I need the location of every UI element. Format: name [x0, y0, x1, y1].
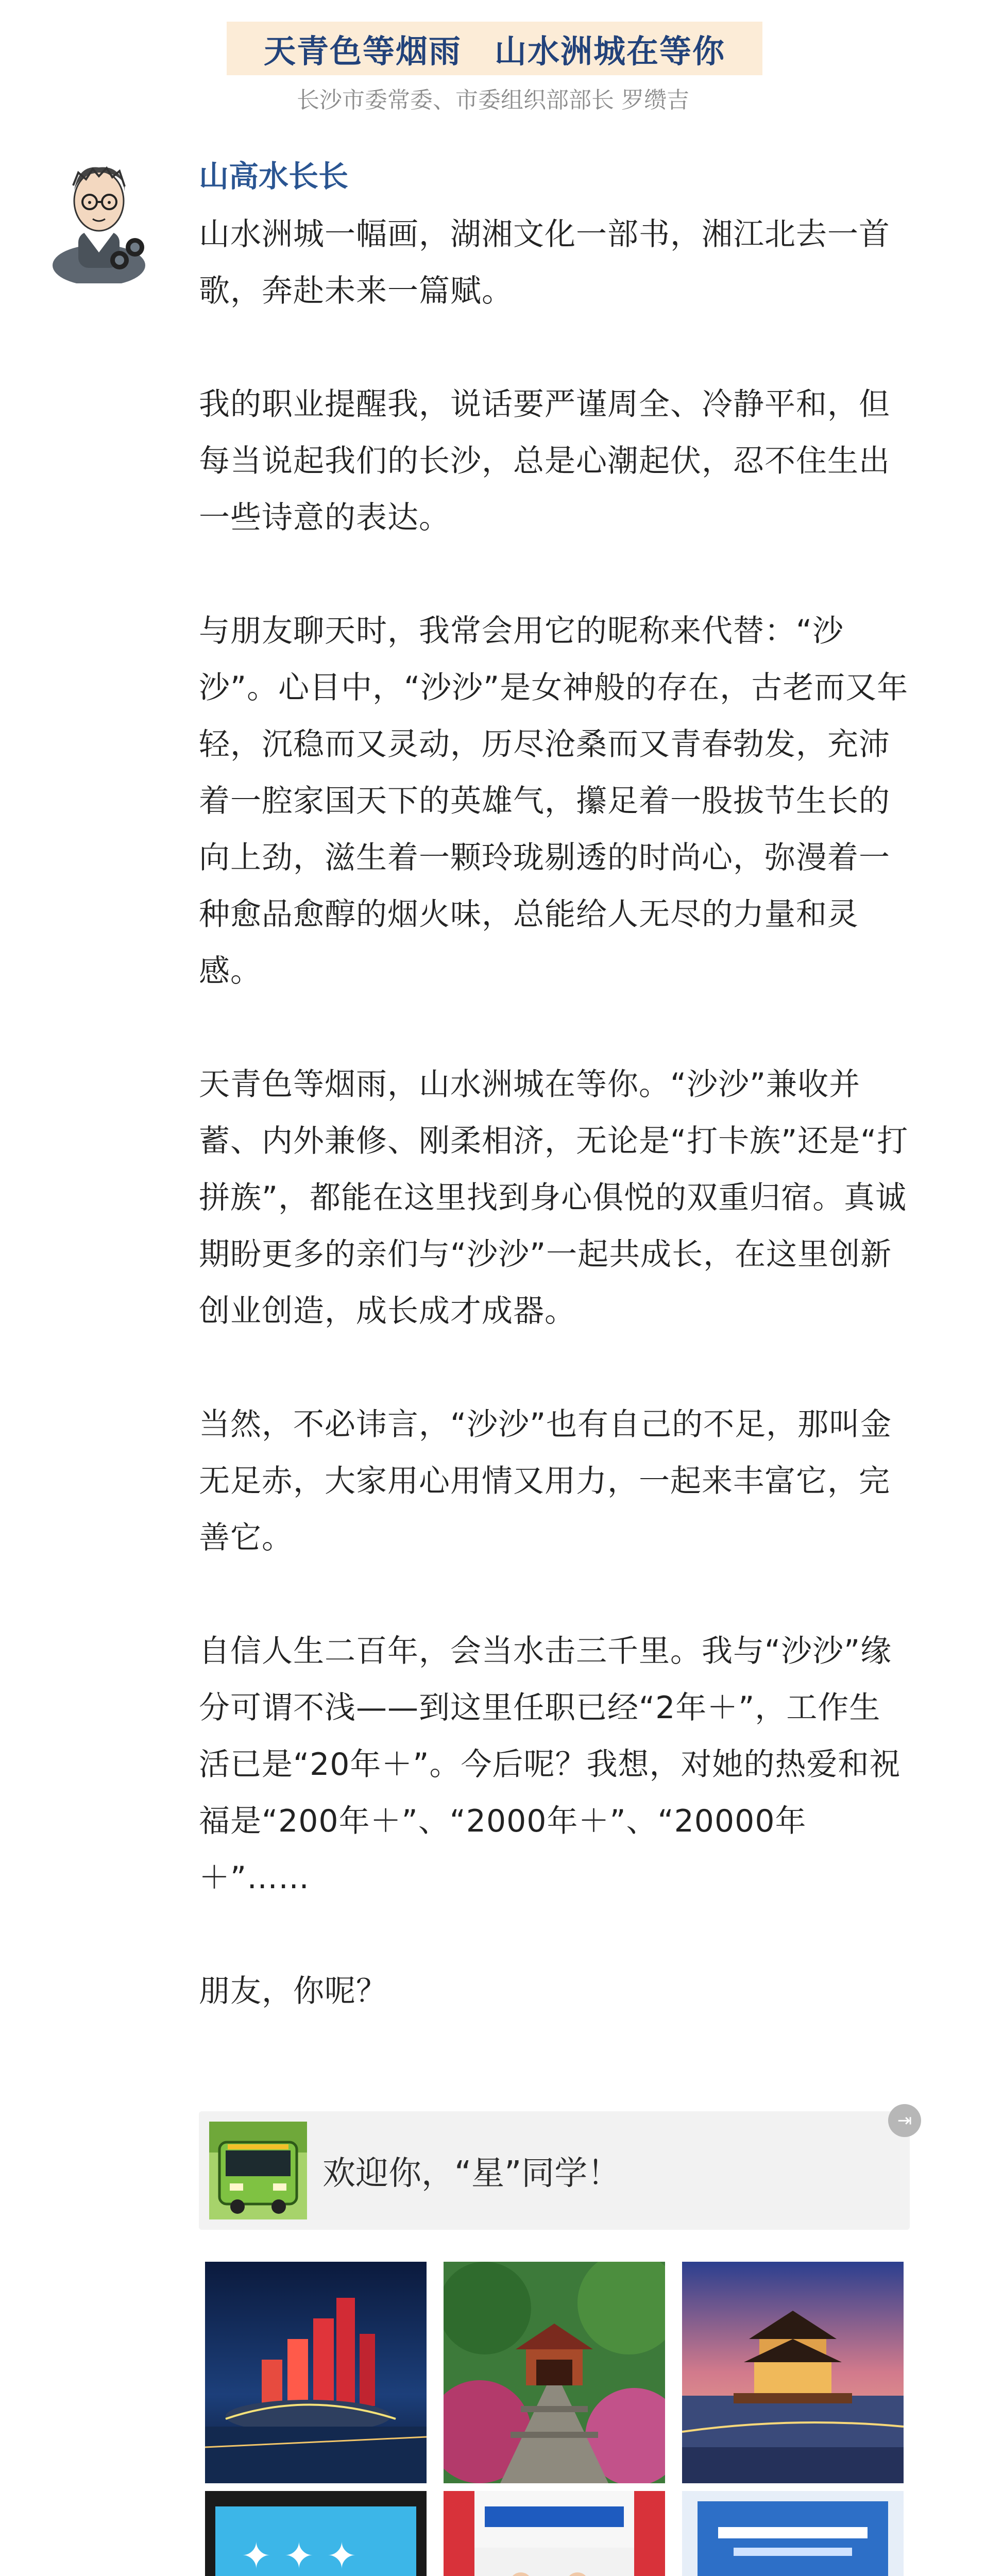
- article-body: [199, 206, 910, 2020]
- link-card[interactable]: [199, 2111, 910, 2230]
- photo-tower-pavilion-sunset[interactable]: [682, 2262, 904, 2483]
- bus-thumbnail: [209, 2122, 307, 2219]
- photo-conference-group-photo[interactable]: [682, 2491, 904, 2576]
- paragraph: 当然，不必讳言，“沙沙”也有自己的不足，那叫金无足赤，大家用心用情又用力，一起来丰富它，完善它。: [199, 1406, 892, 1556]
- photo-graduation-event-stage[interactable]: [205, 2491, 427, 2576]
- photo-group-photo-banner[interactable]: [444, 2491, 665, 2576]
- paragraph: 与朋友聊天时，我常会用它的昵称来代替：“沙沙”。心目中，“沙沙”是女神般的存在，古老而又年轻，沉稳而又灵动，历尽沧桑而又青春勃发，充沛着一腔家国天下的英雄气，攥足着一股拔节生长的向上劲，滋生着一颗玲珑剔透的时尚心，弥漫着一种愈品愈醇的烟火味，总能给人无尽的力量和灵感。: [199, 613, 909, 989]
- byline-subtitle: 长沙市委常委、市委组织部部长 罗缵吉: [297, 87, 689, 113]
- exit-icon[interactable]: ⇥: [888, 2104, 921, 2137]
- paragraph: 朋友，你呢？: [199, 1973, 387, 2009]
- paragraph: 我的职业提醒我，说话要严谨周全、冷静平和，但每当说起我们的长沙，总是心潮起伏，忍不住生出一些诗意的表达。: [199, 386, 890, 536]
- photo-pavilion-autumn-park[interactable]: [444, 2262, 665, 2483]
- paragraph: 山水洲城一幅画，湖湘文化一部书，湘江北去一首歌，奔赴未来一篇赋。: [199, 216, 890, 309]
- bus-icon: [209, 2122, 307, 2219]
- author-avatar[interactable]: [47, 155, 150, 283]
- article-header: [0, 0, 986, 124]
- paragraph: 天青色等烟雨，山水洲城在等你。“沙沙”兼收并蓄、内外兼修、刚柔相济，无论是“打卡族”还是“打拼族”，都能在这里找到身心俱悦的双重归宿。真诚期盼更多的亲们与“沙沙”一起共成长，在这里创新创业创造，成长成才成器。: [199, 1066, 909, 1329]
- svg-text:✦ ✦ ✦: ✦ ✦ ✦: [241, 2535, 357, 2576]
- paragraph: 自信人生二百年，会当水击三千里。我与“沙沙”缘分可谓不浅——到这里任职已经“2年＋”，工作生活已是“20年＋”。今后呢？我想，对她的热爱和祝福是“200年＋”、“2000年＋”、“20000年＋”……: [199, 1633, 901, 1896]
- photo-night-city-skyline[interactable]: [205, 2262, 427, 2483]
- link-card-title[interactable]: 欢迎你，“星”同学！: [322, 2155, 621, 2193]
- author-name[interactable]: 山高水长长: [199, 159, 349, 194]
- photo-grid: [205, 2262, 904, 2576]
- cartoon-avatar-icon: [47, 155, 150, 283]
- page-title: 天青色等烟雨 山水洲城在等你: [227, 22, 762, 75]
